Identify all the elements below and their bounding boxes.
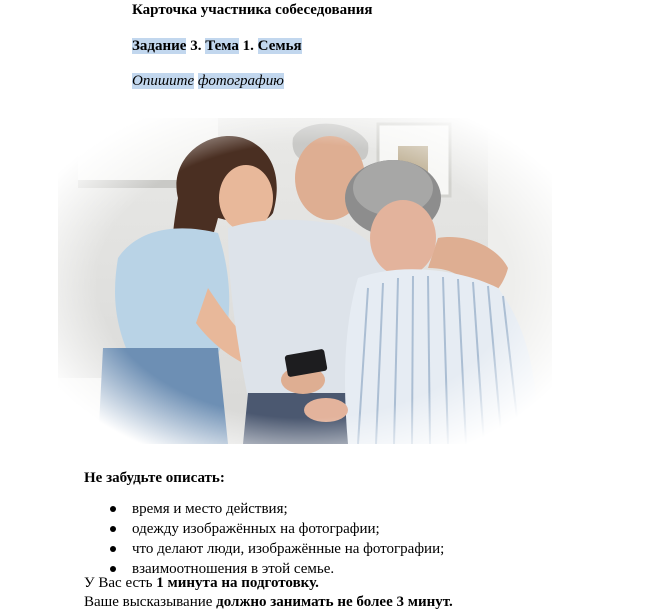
prep-prefix: У Вас есть — [84, 575, 157, 591]
prep-duration: 1 минута на подготовку. — [156, 575, 319, 591]
family-photo — [58, 118, 552, 444]
speech-time-note — [84, 594, 453, 611]
instruction — [132, 73, 284, 90]
reminder-heading: Не забудьте описать: — [84, 470, 225, 486]
bullet-icon — [110, 506, 116, 512]
task-heading — [132, 38, 302, 55]
list-item-text: взаимоотношения в этой семье. — [132, 561, 335, 577]
task-number: 3. — [190, 38, 202, 54]
card-title: Карточка участника собеседования — [132, 2, 373, 18]
list-item — [84, 499, 444, 519]
list-item-text: что делают люди, изображённые на фотографии; — [132, 541, 445, 557]
topic-word: Тема — [205, 38, 239, 54]
instruction-verb: Опишите — [132, 73, 195, 89]
task-word: Задание — [132, 38, 187, 54]
topic-number: 1. — [242, 38, 254, 54]
list-item-text: время и место действия; — [132, 501, 288, 517]
speech-duration: должно занимать не более 3 минут. — [216, 594, 453, 610]
list-item — [84, 539, 444, 559]
instruction-object: фотографию — [197, 73, 284, 89]
topic-name: Семья — [257, 38, 302, 54]
prep-time-note — [84, 575, 319, 592]
list-item-text: одежду изображённых на фотографии; — [132, 521, 380, 537]
bullet-icon — [110, 566, 116, 572]
reminder-list — [84, 499, 444, 579]
bullet-icon — [110, 546, 116, 552]
list-item — [84, 519, 444, 539]
bullet-icon — [110, 526, 116, 532]
speech-prefix: Ваше высказывание — [84, 594, 217, 610]
